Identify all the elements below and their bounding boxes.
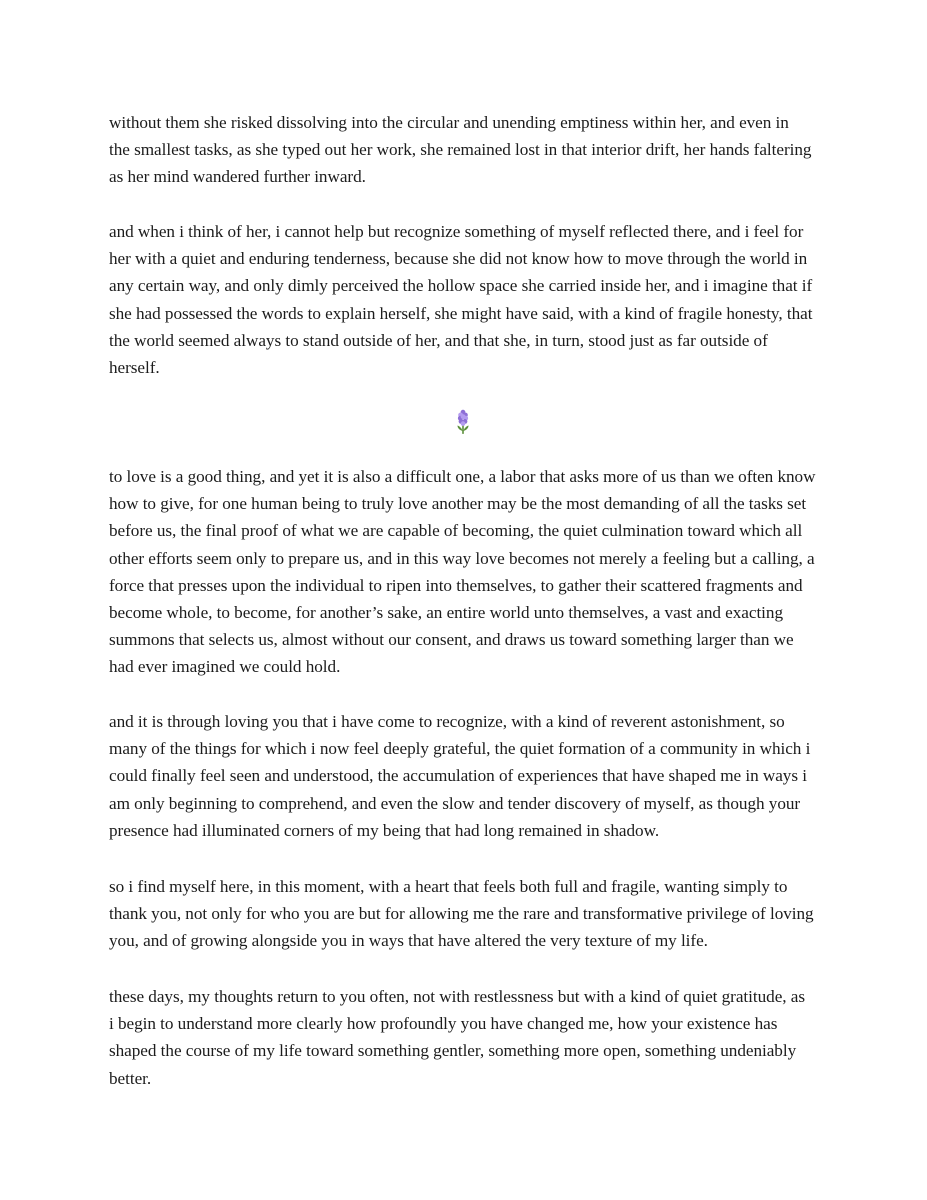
paragraph-line: had ever imagined we could hold.: [109, 657, 341, 677]
paragraph-1: [109, 109, 821, 191]
paragraph-line: better.: [109, 1068, 152, 1088]
paragraph-line: i begin to understand more clearly how profoundly you have changed me, how your existence has: [109, 1014, 778, 1034]
paragraph-line: how to give, for one human being to truly love another may be the most demanding of all the tasks set: [109, 494, 807, 514]
paragraph-4: [109, 708, 821, 844]
paragraph-line: to love is a good thing, and yet it is also a difficult one, a labor that asks more of us than we often know: [109, 467, 816, 486]
paragraph-line: and it is through loving you that i have come to recognize, with a kind of reverent astonishment, so: [109, 712, 785, 731]
paragraph-line: the smallest tasks, as she typed out her work, she remained lost in that interior drift, her hands faltering: [109, 140, 812, 160]
paragraph-line: and when i think of her, i cannot help but recognize something of myself reflected there, and i feel for: [109, 222, 804, 241]
paragraph-line: so i find myself here, in this moment, with a heart that feels both full and fragile, wanting simply to: [109, 877, 788, 896]
paragraph-line: many of the things for which i now feel deeply grateful, the quiet formation of a community in which i: [109, 739, 811, 759]
paragraph-5: [109, 873, 821, 955]
paragraph-3: [109, 463, 821, 681]
paragraph-line: these days, my thoughts return to you often, not with restlessness but with a kind of quiet gratitude, as: [109, 987, 805, 1006]
paragraph-line: thank you, not only for who you are but for allowing me the rare and transformative privilege of loving: [109, 904, 814, 924]
paragraph-2: [109, 218, 821, 381]
paragraph-line: the world seemed always to stand outside of her, and that she, in turn, stood just as far outside of: [109, 330, 768, 350]
paragraph-line: shaped the course of my life toward something gentler, something more open, something undeniably: [109, 1041, 797, 1061]
flower-divider-svg: [453, 409, 473, 435]
paragraph-6: [109, 983, 821, 1092]
paragraph-line: as her mind wandered further inward.: [109, 167, 366, 187]
paragraph-line: you, and of growing alongside you in ways that have altered the very texture of my life.: [109, 931, 708, 951]
paragraph-line: could finally feel seen and understood, the accumulation of experiences that have shaped me in ways i: [109, 766, 807, 786]
paragraph-line: become whole, to become, for another’s sake, an entire world unto themselves, a vast and exacting: [109, 603, 783, 623]
paragraph-line: other efforts seem only to prepare us, and in this way love becomes not merely a feeling but a calling, a: [109, 548, 815, 568]
paragraph-line: her with a quiet and enduring tenderness, because she did not know how to move through the world in: [109, 249, 808, 269]
paragraph-line: am only beginning to comprehend, and even the slow and tender discovery of myself, as though your: [109, 793, 801, 813]
paragraph-line: presence had illuminated corners of my being that had long remained in shadow.: [109, 820, 660, 840]
paragraph-line: before us, the final proof of what we are capable of becoming, the quiet culmination toward which all: [109, 521, 803, 541]
paragraph-line: summons that selects us, almost without our consent, and draws us toward something larger than we: [109, 630, 794, 650]
paragraph-line: any certain way, and only dimly perceived the hollow space she carried inside her, and i imagine that if: [109, 276, 813, 296]
hyacinth-flower-icon: [453, 409, 473, 435]
paragraph-line: she had possessed the words to explain herself, she might have said, with a kind of fragile honesty, that: [109, 303, 813, 323]
paragraph-line: without them she risked dissolving into the circular and unending emptiness within her, and even in: [109, 113, 789, 132]
paragraph-line: herself.: [109, 358, 160, 378]
paragraph-line: force that presses upon the individual to ripen into themselves, to gather their scattered fragments and: [109, 575, 803, 595]
